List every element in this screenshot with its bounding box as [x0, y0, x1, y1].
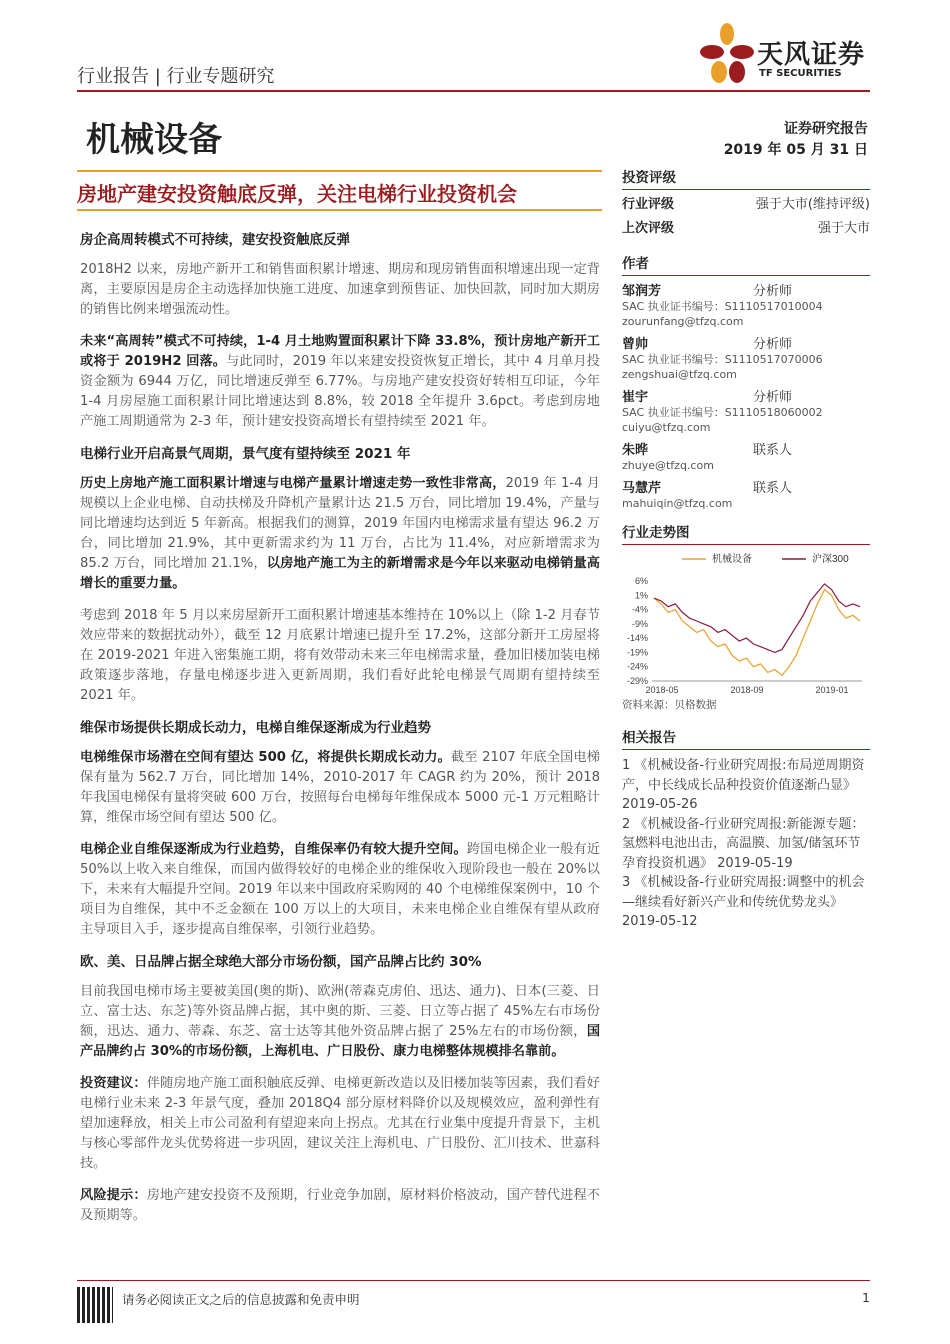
title-rule-bottom: [77, 209, 602, 211]
related-list: [622, 756, 870, 932]
prev-rating-value: 强于大市: [817, 221, 870, 236]
author-list: [622, 280, 870, 511]
paragraph: 历史上房地产施工面积累计增速与电梯产量累计增速走势一致性非常高，2019 年 1-4 月规模以上企业电梯、自动扶梯及升降机产量累计达 21.5 万台，同比增加 19.4%，产量与同比增速均达到近 5 年新高。根据我们的测算，2019 年国内电梯需求量有望达 96.2 万台，同比增加 21.9%，其中更新需求约为 11 万台，占比为 11.4%，对应新增需求为 85.2 万台，同比增加 21.1%，以房地产施工为主的新增需求是今年以来驱动电梯销量高增长的重要力量。: [80, 476, 600, 591]
author-email[interactable]: mahuiqin@tfzq.com: [622, 497, 733, 510]
x-tick-label: 2019-01: [815, 685, 849, 695]
author-email[interactable]: cuiyu@tfzq.com: [622, 421, 711, 434]
author-name: 曾帅: [622, 337, 649, 352]
author-title: 作者: [622, 250, 870, 276]
report-date: 2019 年 05 月 31 日: [723, 142, 868, 158]
rating-value: 强于大市(维持评级): [755, 197, 870, 212]
section-heading: 维保市场提供长期成长动力，电梯自维保逐渐成为行业趋势: [80, 720, 431, 736]
logo-en: TF SECURITIES: [759, 68, 842, 79]
paragraph: 电梯维保市场潜在空间有望达 500 亿，将提供长期成长动力。截至 2107 年底全国电梯保有量为 562.7 万台，同比增加 14%，2010-2017 年 CAGR 约为 20%，预计 2018 年我国电梯保有量将突破 600 万台，按照每台电梯每年维保成本 5000 元-1 万元粗略计算，维保市场空间有望达 500 亿。: [80, 750, 600, 825]
chart-title: 行业走势图: [622, 519, 870, 545]
chart-source: 资料来源：贝格数据: [622, 699, 717, 711]
header-rule: [77, 90, 870, 92]
paragraph: 目前我国电梯市场主要被美国(奥的斯)、欧洲(蒂森克虏伯、迅达、通力)、日本(三菱、日立、富士达、东芝)等外资品牌占据，其中奥的斯、三菱、日立等占据了 45%左右市场份额，迅达、通力、蒂森、东芝、富士达等其他外资品牌占据了 25%左右的市场份额，国产品牌约占 30%的市场份额，上海机电、广日股份、康力电梯整体规模排名靠前。: [80, 984, 600, 1059]
x-tick-label: 2018-05: [645, 685, 679, 695]
author-email[interactable]: zhuye@tfzq.com: [622, 459, 714, 472]
y-tick-label: -4%: [631, 604, 648, 615]
x-tick-label: 2018-09: [730, 685, 764, 695]
author-cert: SAC 执业证书编号：S1110518060002: [622, 406, 823, 419]
sidebar: [622, 160, 870, 932]
author-item: [622, 386, 870, 435]
paragraph: 电梯企业自维保逐渐成为行业趋势，自维保率仍有较大提升空间。跨国电梯企业一般有近 50%以上收入来自维保，而国内做得较好的电梯企业的维保收入现阶段也一般在 20%以下，未来有大幅提升空间。2019 年以来中国政府采购网的 40 个电梯维保案例中，10 个项目为自维保，其中不乏金额在 100 万以上的大项目，未来电梯企业自维保有望从政府主导项目入手，逐步提高自维保率，引领行业趋势。: [80, 842, 601, 937]
y-tick-label: 1%: [634, 590, 648, 601]
logo-text: 天风证券: [757, 40, 866, 70]
author-name: 崔宇: [622, 390, 649, 405]
y-tick-label: -9%: [631, 618, 648, 629]
author-cert: SAC 执业证书编号：S1110517070006: [622, 353, 823, 366]
page-number: 1: [862, 1290, 870, 1305]
paragraph: 投资建议：伴随房地产施工面积触底反弹、电梯更新改造以及旧楼加装等因素，我们看好电梯行业未来 2-3 年景气度，叠加 2018Q4 部分原材料降价以及规模效应，盈利弹性有望加速释放，相关上市公司盈利有望迎来向上拐点。尤其在行业集中度提升背景下，主机与核心零部件龙头优势将进一步巩固，建议关注上海机电、广日股份、汇川技术、世嘉科技。: [80, 1076, 600, 1171]
author-name: 朱晔: [622, 443, 649, 458]
author-cert: SAC 执业证书编号：S1110517010004: [622, 300, 823, 313]
author-role: 分析师: [752, 284, 792, 299]
author-role: 分析师: [752, 390, 792, 405]
author-role: 分析师: [752, 337, 792, 352]
author-item: [622, 439, 870, 473]
tf-logo-icon: [697, 22, 757, 88]
rating-label: 行业评级: [622, 197, 675, 212]
paragraph: 未来“高周转”模式不可持续，1-4 月土地购置面积累计下降 33.8%，预计房地产新开工或将于 2019H2 回落。与此同时，2019 年以来建安投资恢复正增长，其中 4 月单月投资金额为 6944 万亿，同比增速反弹至 6.77%。与房地产建安投资好转相互印证，今年 1-4 月房屋施工面积累计同比增速达到 8.8%，较 2018 全年提升 3.6pct。考虑到房地产施工周期通常为 2-3 年，预计建安投资高增长有望持续至 2021 年。: [80, 334, 600, 429]
report-title: 房地产建安投资触底反弹，关注电梯行业投资机会: [77, 182, 517, 206]
trend-chart: [622, 545, 870, 695]
series-line: [654, 590, 860, 676]
paragraph: 2018H2 以来，房地产新开工和销售面积累计增速、期房和现房销售面积增速出现一定背离，主要原因是房企主动选择加快施工进度、加速拿到预售证、加快回款，同时加大期房的销售比例来增强流动性。: [80, 262, 600, 317]
paragraph: 考虑到 2018 年 5 月以来房屋新开工面积累计增速基本维持在 10%以上（除 1-2 月春节效应带来的数据扰动外），截至 12 月底累计增速已提升至 17.2%，这部分新开工房屋将在 2019-2021 年进入密集施工期，将有效带动未来三年电梯需求量，叠加旧楼加装电梯政策逐步落地，存量电梯逐步进入更新周期，我们看好此轮电梯景气周期有望持续至 2021 年。: [80, 608, 600, 703]
y-tick-label: -14%: [626, 633, 648, 644]
author-item: [622, 280, 870, 329]
legend-label: 沪深300: [812, 554, 849, 565]
title-rule-top: [77, 170, 602, 172]
author-role: 联系人: [752, 481, 792, 496]
author-item: [622, 477, 870, 511]
author-name: 邹润芳: [622, 284, 662, 299]
paragraph: 风险提示：房地产建安投资不及预期，行业竞争加剧，原材料价格波动，国产替代进程不及预期等。: [80, 1188, 600, 1223]
author-email[interactable]: zourunfang@tfzq.com: [622, 315, 744, 328]
section-heading: 电梯行业开启高景气周期，景气度有望持续至 2021 年: [80, 446, 411, 462]
section-heading: 欧、美、日品牌占据全球绝大部分市场份额，国产品牌占比约 30%: [80, 954, 482, 970]
author-email[interactable]: zengshuai@tfzq.com: [622, 368, 737, 381]
author-item: [622, 333, 870, 382]
trend-chart-svg: [622, 545, 870, 695]
header-tag: 行业报告 | 行业专题研究: [77, 66, 275, 87]
main-body: [80, 230, 600, 1238]
report-type: 证券研究报告: [784, 121, 868, 137]
related-title: 相关报告: [622, 724, 870, 750]
y-tick-label: -24%: [626, 661, 648, 672]
section-heading: 房企高周转模式不可持续，建安投资触底反弹: [80, 232, 350, 248]
related-report-item[interactable]: 3 《机械设备-行业研究周报:调整中的机会—继续看好新兴产业和传统优势龙头》 2019-05-12: [622, 875, 865, 929]
sector-title: 机械设备: [86, 120, 222, 160]
y-tick-label: -19%: [626, 647, 648, 658]
legend-label: 机械设备: [712, 554, 752, 565]
footer-disclaimer: 请务必阅读正文之后的信息披露和免责申明: [122, 1292, 360, 1307]
y-tick-label: 6%: [634, 576, 648, 586]
series-line: [654, 584, 860, 653]
y-tick-label: -29%: [626, 676, 648, 686]
prev-rating-label: 上次评级: [622, 221, 675, 236]
rating-title: 投资评级: [622, 164, 870, 190]
author-role: 联系人: [752, 443, 792, 458]
author-name: 马慧芹: [622, 481, 662, 496]
related-report-item[interactable]: 1 《机械设备-行业研究周报:布局逆周期资产，中长线成长品种投资价值逐渐凸显》 2019-05-26: [622, 758, 865, 812]
related-report-item[interactable]: 2 《机械设备-行业研究周报:新能源专题：氢燃料电池出击，高温膜、加氢/储氢环节孕育投资机遇》 2019-05-19: [622, 816, 865, 871]
footer-rule: [77, 1280, 870, 1281]
qr-code-icon: [77, 1287, 113, 1323]
